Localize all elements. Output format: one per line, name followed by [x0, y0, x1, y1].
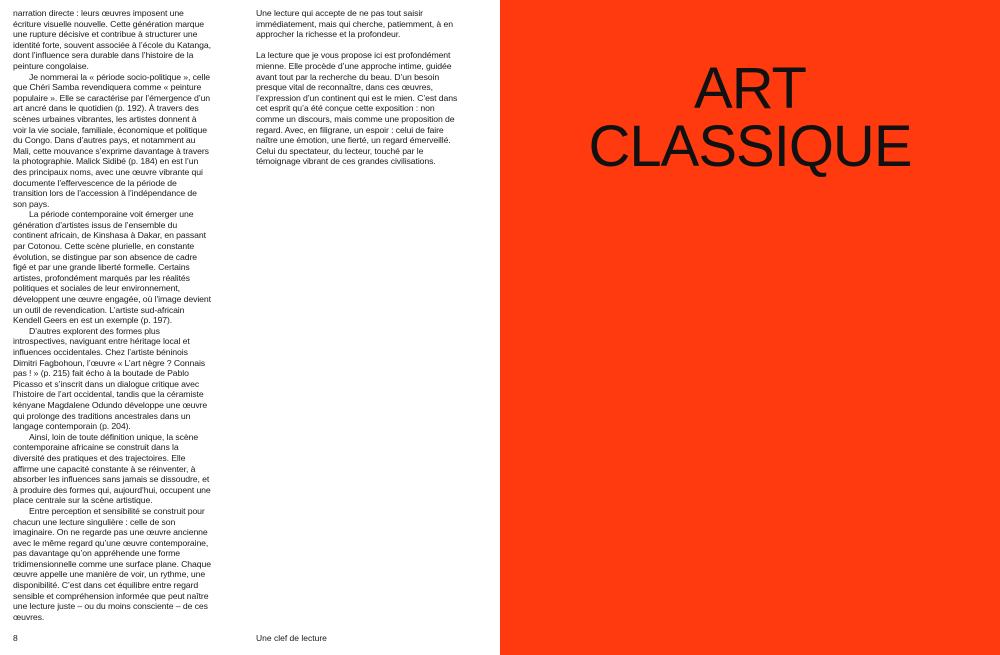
paragraph: D’autres explorent des formes plus introspectives, naviguant entre héritage local et influences occidentales. Chez l’artiste béninois Dimitri Fagbohoun, l’œuvre « L’art nègre ? Connais pas ! » (p. 215) fait écho à la boutade de Pablo Picasso et s’inscrit dans un dialogue critique avec l’histoire de l’art occidental, tandis que la céramiste kényane Magdalene Odundo développe une œuvre qui prolonge des traditions ancestrales dans un langage contemporain (p. 204). [13, 325, 208, 432]
paragraph: narration directe : leurs œuvres imposent une écriture visuelle nouvelle. Cette génération marque une rupture décisive et contribue à structurer une identité forte, souvent associée à l’école du Katanga, dont l’influence sera durable dans l’histoire de la peinture congolaise. [13, 8, 211, 71]
text-column-1 [13, 8, 211, 622]
paragraph: Entre perception et sensibilité se construit pour chacun une lecture singulière : celle de son imaginaire. On ne regarde pas une œuvre ancienne avec le même regard qu’une œuvre contemporaine, pas davantage qu’on appréhende une forme tridimensionnelle comme une surface plane. Chaque œuvre appelle une manière de voir, un rythme, une disponibilité. C’est dans cet équilibre entre regard sensible et compréhension informée que peut naître une lecture juste – ou du moins consciente – de ces œuvres. [13, 505, 211, 622]
section-title-line-1: ART [694, 56, 806, 121]
text-column-2 [256, 8, 461, 167]
paragraph: Une lecture qui accepte de ne pas tout saisir immédiatement, mais qui cherche, patiemment, à en approcher la richesse et la profondeur. [256, 8, 453, 40]
page-number: 8 [13, 633, 18, 643]
section-title [500, 56, 1000, 179]
paragraph: Ainsi, loin de toute définition unique, la scène contemporaine africaine se construit dans la diversité des pratiques et des trajectoires. Elle affirme une capacité constante à se réinventer, à absorber les influences sans jamais se dissoudre, et à produire des formes qui, aujourd’hui, occupent une place centrale sur la scène artistique. [13, 431, 211, 506]
section-title-line-2: CLASSIQUE [588, 114, 912, 179]
paragraph: Je nommerai la « période socio-politique », celle que Chéri Samba revendiquera comme « peinture populaire ». Elle se caractérise par l’émergence d’un art ancré dans le quotidien (p. 192). À travers des scènes urbaines vibrantes, les artistes donnent à voir la vie sociale, familiale, économique et politique du Congo. Dans d’autres pays, et notamment au Mali, cette mouvance s’exprime davantage à travers la photographie. Malick Sidibé (p. 184) en est l’un des principaux noms, avec une œuvre vibrante qui documente l’effervescence de la période de transition lors de l’accession à l’indépendance de son pays. [13, 71, 211, 209]
paragraph: La période contemporaine voit émerger une génération d’artistes issus de l’ensemble du continent africain, de Kinshasa à Dakar, en passant par Cotonou. Cette scène plurielle, en constante évolution, se distingue par son absence de cadre figé et par une grande liberté formelle. Certains artistes, profondément marqués par les réalités politiques et sociales de leur environnement, développent une œuvre engagée, où l’image devient un outil de revendication. L’artiste sud-africain Kendell Geers en est un exemple (p. 197). [13, 209, 211, 326]
right-page [500, 0, 1000, 655]
running-title: Une clef de lecture [256, 633, 327, 643]
paragraph: La lecture que je vous propose ici est profondément mienne. Elle procède d’une approche intime, guidée avant tout par la recherche du beau. D’un besoin presque vital de reconnaître, dans ces œuvres, l’expression d’un continent qui est le mien. C’est dans cet esprit qu’a été conçue cette exposition : non comme un discours, mais comme une proposition de regard. Avec, en filigrane, un espoir : celui de faire naître une émotion, une fierté, un regard émerveillé. Celui du spectateur, du lecteur, touché par le témoignage vibrant de ces grandes civilisations. [256, 50, 458, 167]
